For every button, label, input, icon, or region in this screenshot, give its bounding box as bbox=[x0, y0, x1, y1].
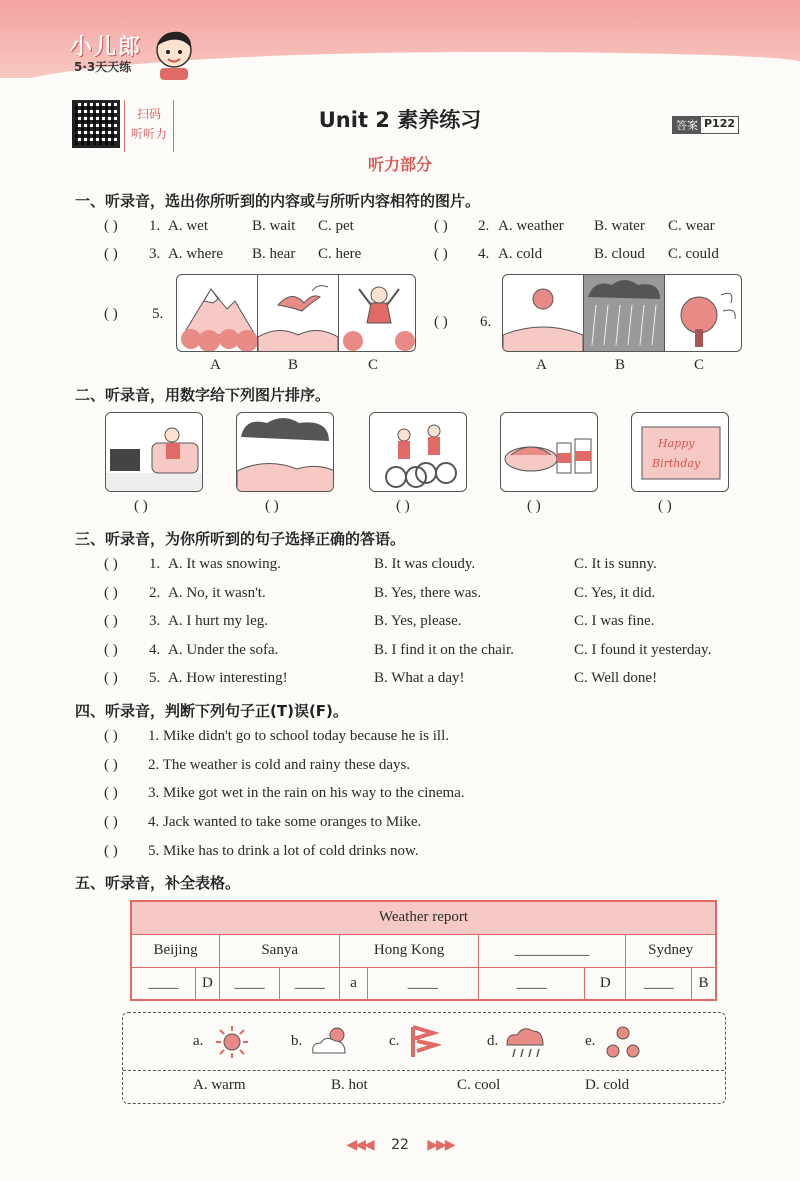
option-a: A. wet bbox=[168, 218, 208, 234]
q-number: 4. bbox=[478, 246, 490, 262]
option-a: A. weather bbox=[498, 218, 564, 234]
answer-cell[interactable]: ____ bbox=[280, 967, 340, 1000]
key-cold: D. cold bbox=[585, 1077, 630, 1093]
q5-pic-b[interactable] bbox=[258, 275, 339, 351]
option-b: B. Yes, there was. bbox=[374, 585, 482, 601]
next-arrows-icon: ▶▶▶ bbox=[427, 1137, 454, 1153]
option-b: B. Yes, please. bbox=[374, 613, 462, 629]
card-birthday-text: Birthday bbox=[652, 457, 701, 470]
key-divider bbox=[123, 1070, 724, 1071]
section4-heading: 四、听录音，判断下列句子正(T)误(F)。 bbox=[75, 702, 348, 720]
option-b: B. What a day! bbox=[374, 670, 465, 686]
section2-heading: 二、听录音，用数字给下列图片排序。 bbox=[75, 386, 331, 404]
answer-cell: B bbox=[691, 967, 716, 1000]
section1-heading: 一、听录音，选出你所听到的内容或与所听内容相符的图片。 bbox=[75, 192, 481, 210]
icon-letter-c: c. bbox=[389, 1033, 400, 1049]
option-a: A. It was snowing. bbox=[168, 556, 281, 572]
rainy-icon bbox=[584, 275, 664, 352]
pic-label-b: B bbox=[288, 357, 299, 373]
q-number: 6. bbox=[480, 314, 492, 330]
statement-text: 1. Mike didn't go to school today because he is ill. bbox=[148, 728, 449, 744]
weather-key-box bbox=[122, 1012, 726, 1104]
pic-label-a: A bbox=[536, 357, 547, 373]
statement-text: 5. Mike has to drink a lot of cold drinks now. bbox=[148, 843, 419, 859]
cloudy-icon bbox=[237, 413, 334, 492]
option-a: A. where bbox=[168, 246, 223, 262]
answer-cell[interactable]: ____ bbox=[367, 967, 478, 1000]
q6-pic-b[interactable] bbox=[584, 275, 665, 351]
s2-pic-food[interactable] bbox=[500, 412, 598, 492]
sunny-icon bbox=[503, 275, 583, 352]
answer-paren[interactable]: ( ) bbox=[104, 843, 118, 859]
icon-letter-e: e. bbox=[585, 1033, 596, 1049]
wind-icon bbox=[407, 1023, 441, 1059]
pic-label-b: B bbox=[615, 357, 626, 373]
answer-cell[interactable]: ____ bbox=[626, 967, 692, 1000]
option-a: A. How interesting! bbox=[168, 670, 288, 686]
q6-pic-a[interactable] bbox=[503, 275, 584, 351]
q-number: 2. bbox=[149, 585, 161, 601]
answer-label: 答案 bbox=[673, 117, 701, 133]
brand-logo: 小儿郎 bbox=[70, 35, 143, 60]
q-number: 5. bbox=[152, 306, 164, 322]
section5-heading: 五、听录音，补全表格。 bbox=[75, 874, 241, 892]
answer-paren[interactable]: ( ) bbox=[104, 306, 118, 322]
answer-paren[interactable]: ( ) bbox=[104, 728, 118, 744]
table-title: Weather report bbox=[131, 901, 716, 934]
page-footer bbox=[0, 1137, 800, 1153]
answer-cell[interactable]: ____ bbox=[131, 967, 195, 1000]
s2-blank-1[interactable]: ( ) bbox=[134, 498, 148, 514]
answer-page: P122 bbox=[704, 117, 736, 130]
key-cool: C. cool bbox=[457, 1077, 501, 1093]
q-number: 5. bbox=[149, 670, 161, 686]
s2-blank-5[interactable]: ( ) bbox=[658, 498, 672, 514]
pic-label-a: A bbox=[210, 357, 221, 373]
windy-tree-icon bbox=[665, 275, 742, 352]
key-hot: B. hot bbox=[331, 1077, 368, 1093]
statement-text: 2. The weather is cold and rainy these days. bbox=[148, 757, 411, 773]
s2-pic-birthday-card[interactable] bbox=[631, 412, 729, 492]
answer-paren[interactable]: ( ) bbox=[104, 585, 118, 601]
city-cell: Sydney bbox=[626, 934, 716, 967]
pic-label-c: C bbox=[368, 357, 379, 373]
answer-paren[interactable]: ( ) bbox=[104, 757, 118, 773]
q-number: 4. bbox=[149, 642, 161, 658]
answer-paren[interactable]: ( ) bbox=[104, 814, 118, 830]
option-c: C. Yes, it did. bbox=[574, 585, 656, 601]
scan-label-line1: 扫码 bbox=[136, 107, 161, 121]
page-number: 22 bbox=[391, 1137, 409, 1153]
s2-blank-2[interactable]: ( ) bbox=[265, 498, 279, 514]
city-cell: Hong Kong bbox=[340, 934, 479, 967]
section-subtitle: 听力部分 bbox=[367, 155, 432, 174]
answer-paren[interactable]: ( ) bbox=[104, 670, 118, 686]
brand-subtitle: 5·3天天练 bbox=[74, 60, 132, 74]
statement-text: 4. Jack wanted to take some oranges to Mike. bbox=[148, 814, 422, 830]
option-a: A. Under the sofa. bbox=[168, 642, 279, 658]
q5-pic-c[interactable] bbox=[339, 275, 416, 351]
page-title: Unit 2 素养练习 bbox=[318, 108, 482, 132]
option-c: C. here bbox=[318, 246, 362, 262]
q6-pic-c[interactable] bbox=[665, 275, 742, 351]
scan-label-line2: 听听力 bbox=[130, 127, 167, 141]
answer-paren[interactable]: ( ) bbox=[434, 314, 448, 330]
answer-paren[interactable]: ( ) bbox=[104, 246, 118, 262]
q-number: 1. bbox=[149, 556, 161, 572]
city-cell: Beijing bbox=[131, 934, 220, 967]
answer-paren[interactable]: ( ) bbox=[104, 218, 118, 234]
answer-paren[interactable]: ( ) bbox=[104, 642, 118, 658]
q-number: 2. bbox=[478, 218, 490, 234]
statement-text: 3. Mike got wet in the rain on his way to the cinema. bbox=[148, 785, 465, 801]
icon-letter-d: d. bbox=[487, 1033, 499, 1049]
rain-cloud-icon bbox=[505, 1023, 545, 1061]
s2-pic-cycling[interactable] bbox=[369, 412, 467, 492]
option-c: C. could bbox=[668, 246, 719, 262]
option-a: A. No, it wasn't. bbox=[168, 585, 266, 601]
answer-cell: a bbox=[340, 967, 367, 1000]
option-b: B. wait bbox=[252, 218, 296, 234]
watching-tv-icon bbox=[106, 413, 203, 492]
s2-pic-tv[interactable] bbox=[105, 412, 203, 492]
option-c: C. I was fine. bbox=[574, 613, 655, 629]
prev-arrows-icon: ◀◀◀ bbox=[346, 1137, 373, 1153]
option-b: B. cloud bbox=[594, 246, 645, 262]
option-b: B. I find it on the chair. bbox=[374, 642, 514, 658]
q-number: 3. bbox=[149, 246, 161, 262]
option-c: C. pet bbox=[318, 218, 354, 234]
city-cell: Sanya bbox=[220, 934, 340, 967]
weather-report-table bbox=[130, 900, 717, 1001]
answer-paren[interactable]: ( ) bbox=[104, 613, 118, 629]
answer-paren[interactable]: ( ) bbox=[104, 785, 118, 801]
key-warm: A. warm bbox=[193, 1077, 246, 1093]
answer-paren[interactable]: ( ) bbox=[434, 246, 448, 262]
snowy-mountain-icon bbox=[177, 275, 257, 352]
option-c: C. I found it yesterday. bbox=[574, 642, 712, 658]
answer-badge bbox=[672, 116, 739, 134]
option-c: C. It is sunny. bbox=[574, 556, 657, 572]
pic-label-c: C bbox=[694, 357, 705, 373]
answer-cell: D bbox=[195, 967, 219, 1000]
q5-pic-a[interactable] bbox=[177, 275, 258, 351]
sun-cloud-icon bbox=[309, 1023, 351, 1059]
q6-picture-strip bbox=[502, 274, 742, 352]
flying-bird-icon bbox=[258, 275, 338, 352]
answer-paren[interactable]: ( ) bbox=[434, 218, 448, 234]
answer-cell[interactable]: ____ bbox=[478, 967, 585, 1000]
section3-heading: 三、听录音，为你所听到的句子选择正确的答语。 bbox=[75, 530, 406, 548]
jumping-girl-icon bbox=[339, 275, 416, 352]
birthday-card-icon bbox=[632, 413, 729, 492]
option-b: B. water bbox=[594, 218, 645, 234]
cycling-icon bbox=[370, 413, 467, 492]
city-blank-cell[interactable]: __________ bbox=[478, 934, 625, 967]
option-a: A. I hurt my leg. bbox=[168, 613, 268, 629]
card-happy-text: Happy bbox=[658, 437, 695, 450]
food-and-milk-icon bbox=[501, 413, 598, 492]
q5-picture-strip bbox=[176, 274, 416, 352]
mascot-icon bbox=[150, 26, 198, 82]
answer-cell[interactable]: ____ bbox=[220, 967, 280, 1000]
q-number: 3. bbox=[149, 613, 161, 629]
option-c: C. Well done! bbox=[574, 670, 658, 686]
option-b: B. hear bbox=[252, 246, 296, 262]
q-number: 1. bbox=[149, 218, 161, 234]
snowflake-icon bbox=[603, 1023, 643, 1061]
icon-letter-b: b. bbox=[291, 1033, 303, 1049]
s2-blank-3[interactable]: ( ) bbox=[396, 498, 410, 514]
option-a: A. cold bbox=[498, 246, 543, 262]
sun-icon bbox=[215, 1025, 249, 1059]
icon-letter-a: a. bbox=[193, 1033, 204, 1049]
answer-cell: D bbox=[585, 967, 626, 1000]
answer-paren[interactable]: ( ) bbox=[104, 556, 118, 572]
s2-pic-cloudy[interactable] bbox=[236, 412, 334, 492]
option-b: B. It was cloudy. bbox=[374, 556, 476, 572]
option-c: C. wear bbox=[668, 218, 715, 234]
s2-blank-4[interactable]: ( ) bbox=[527, 498, 541, 514]
